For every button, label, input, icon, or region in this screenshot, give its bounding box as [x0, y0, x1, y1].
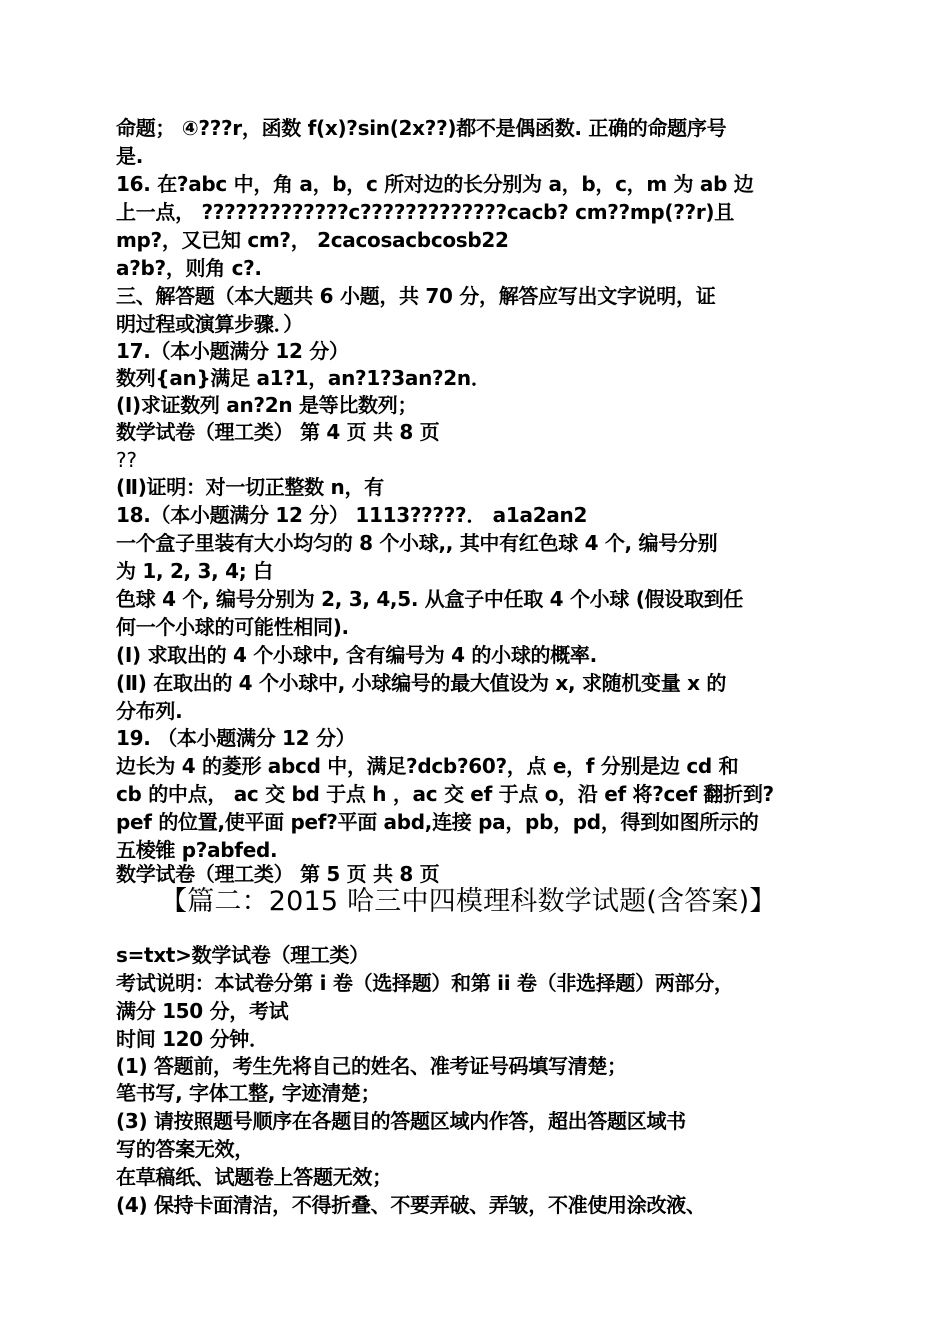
text-line: 满分 150 分，考试 [116, 999, 289, 1023]
text-line: 18.（本小题满分 12 分） 1113?????． a1a2an2 [116, 503, 588, 527]
text-line: (1) 答题前，考生先将自己的姓名、准考证号码填写清楚； [116, 1054, 627, 1078]
text-line: (3) 请按照题号顺序在各题目的答题区域内作答，超出答题区域书 [116, 1109, 686, 1133]
text-line: 分布列. [116, 699, 183, 723]
text-line: 16. 在?abc 中，角 a，b，c 所对边的长分别为 a，b，c，m 为 ab 边 [116, 172, 754, 196]
text-line: pef 的位置,使平面 pef?平面 abd,连接 pa，pb，pd，得到如图所示的 [116, 810, 759, 834]
text-line: (Ⅰ)求证数列 an?2n 是等比数列； [116, 393, 418, 417]
text-line: 数列{an}满足 a1?1，an?1?3an?2n． [116, 366, 491, 390]
text-line: 17.（本小题满分 12 分） [116, 339, 349, 363]
text-line: 数学试卷（理工类） 第 4 页 共 8 页 [116, 420, 440, 444]
text-line: (Ⅰ) 求取出的 4 个小球中, 含有编号为 4 的小球的概率. [116, 643, 597, 667]
text-line: 为 1, 2, 3, 4; 白 [116, 559, 273, 583]
text-line: 在草稿纸、试题卷上答题无效； [116, 1165, 392, 1189]
text-line: 明过程或演算步骤．） [116, 312, 303, 336]
text-line: 命题； ④???r，函数 f(x)?sin(2x??)都不是偶函数. 正确的命题序号 [116, 116, 727, 140]
text-line: 五棱锥 p?abfed. [116, 838, 278, 862]
text-line: 何一个小球的可能性相同). [116, 615, 349, 639]
text-line: (Ⅱ)证明：对一切正整数 n，有 [116, 475, 384, 499]
text-line: 笔书写, 字体工整, 字迹清楚； [116, 1081, 381, 1105]
text-line: 19. （本小题满分 12 分） [116, 726, 356, 750]
text-line: 数学试卷（理工类） 第 5 页 共 8 页 [116, 862, 440, 886]
text-line: 色球 4 个, 编号分别为 2, 3, 4,5. 从盒子中任取 4 个小球 (假设取到任 [116, 587, 744, 611]
text-line: 考试说明：本试卷分第 i 卷（选择题）和第 ii 卷（非选择题）两部分， [116, 971, 734, 995]
text-line: s=txt>数学试卷（理工类） [116, 943, 369, 967]
text-line: 时间 120 分钟． [116, 1027, 269, 1051]
text-line: cb 的中点， ac 交 bd 于点 h ，ac 交 ef 于点 o，沿 ef 将?cef 翻折到? [116, 782, 774, 806]
text-line: (4) 保持卡面清洁，不得折叠、不要弄破、弄皱，不准使用涂改液、 [116, 1193, 706, 1217]
text-line: mp?，又已知 cm?， 2cacosacbcosb22 [116, 228, 509, 252]
text-line: 一个盒子里装有大小均匀的 8 个小球,, 其中有红色球 4 个, 编号分别 [116, 531, 718, 555]
text-line: (Ⅱ) 在取出的 4 个小球中, 小球编号的最大值设为 x, 求随机变量 x 的 [116, 671, 727, 695]
text-line: 上一点， ?????????????c?????????????cacb? cm??mp(??r)且 [116, 200, 734, 224]
section-heading: 【篇二：2015 哈三中四模理科数学试题(含答案)】 [160, 886, 777, 917]
text-line: ?? [116, 448, 137, 472]
text-line: 写的答案无效， [116, 1137, 254, 1161]
text-line: 三、解答题（本大题共 6 小题，共 70 分，解答应写出文字说明，证 [116, 284, 716, 308]
text-line: 是. [116, 144, 143, 168]
text-line: a?b?，则角 c?. [116, 256, 262, 280]
text-line: 边长为 4 的菱形 abcd 中，满足?dcb?60?，点 e，f 分别是边 cd 和 [116, 754, 739, 778]
